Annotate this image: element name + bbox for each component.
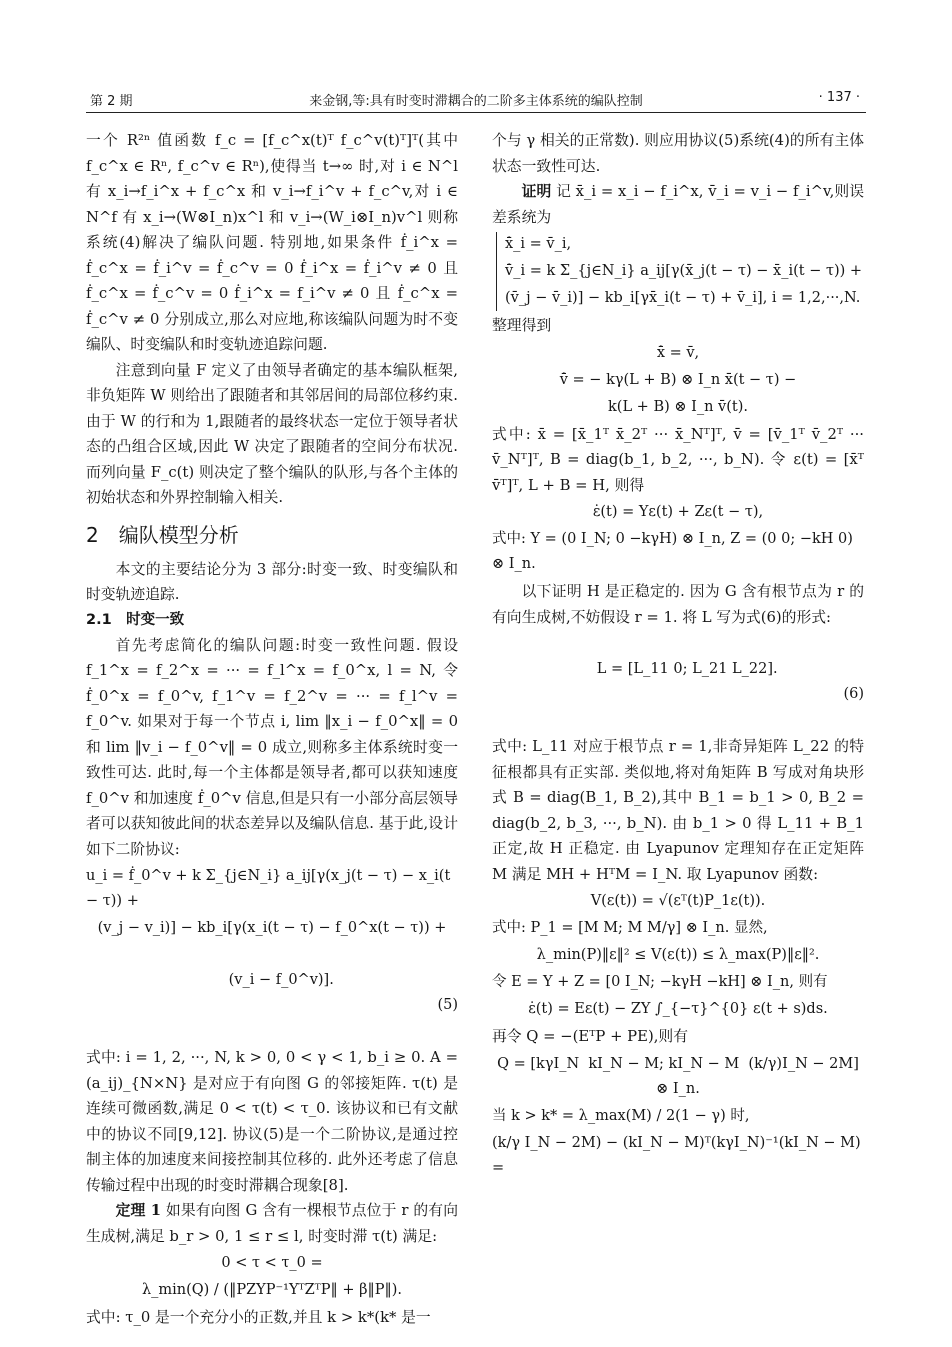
equation-v-dot-line-2: k(L + B) ⊗ I_n v̄(t). (608, 398, 748, 415)
equation-lambda-bounds: λ_min(P)‖ε‖² ≤ V(ε(t)) ≤ λ_max(P)‖ε‖². (536, 947, 820, 963)
issue-number: 第 2 期 (90, 94, 133, 109)
proof-label: 证明 (521, 183, 552, 200)
equation-V: V(ε(t)) = √(εᵀ(t)P_1ε(t)). (590, 893, 766, 909)
equation-k-condition: 当 k > k* = λ_max(M) / 2(1 − γ) 时, (492, 1107, 750, 1124)
equation-epsilon: ε̇(t) = Yε(t) + Zε(t − τ), (592, 504, 764, 520)
equation-6-text: L = [L_11 0; L_21 L_22]. (596, 661, 778, 677)
running-title: 来金钢,等:具有时变时滞耦合的二阶多主体系统的编队控制 (309, 94, 643, 109)
equation-5-line-1: u_i = ḟ_0^v + k Σ_{j∈N_i} a_ij[γ(x_j(t − τ) − x_i(t − τ)) + (86, 868, 455, 909)
paragraph-definitions: 式中: x̄ = [x̄_1ᵀ x̄_2ᵀ ··· x̄_Nᵀ]ᵀ, v̄ = [v̄_1ᵀ v̄_2ᵀ ··· v̄_Nᵀ]ᵀ, B = diag(b_1, b_2, ···, b_N). 令 ε(t) = [x̄ᵀ v̄ᵀ]ᵀ, L + B = H, 则得 (492, 425, 864, 494)
error-eq-3: (v̄_j − v̄_i)] − kb_i[γx̄_i(t − τ) + v̄_i], i = 1,2,···,N. (505, 290, 861, 306)
equation-5-line-2: (v_j − v_i)] − kb_i[γ(x_i(t − τ) − f_0^x(t − τ)) + (97, 920, 447, 936)
proof-intro (492, 179, 864, 230)
paragraph-vector-f: 注意到向量 F 定义了由领导者确定的基本编队框架,非负矩阵 W 则给出了跟随者和其邻居间的局部位移约束. 由于 W 的行和为 1,跟随者的最终状态一定位于领导者状态的凸组合区域,因此 W 决定了跟随者的空间分布状况. 而列向量 F_c(t) 则决定了整个编队的队形,与各个主体的初始状态和外界控制输入相关. (86, 361, 458, 506)
error-system (496, 232, 864, 311)
subsection-title: 2.1 时变一致 (86, 611, 185, 628)
equation-6 (492, 632, 864, 732)
theorem-1 (86, 1198, 458, 1249)
theorem-text: 如果有向图 G 含有一棵根节点位于 r 的有向生成树,满足 b_r > 0, 1 ≤ r ≤ l, 时变时滞 τ(t) 满足: (86, 1202, 458, 1245)
paragraph-lyapunov: 式中: L_11 对应于根节点 r = 1,非奇异矩阵 L_22 的特征根都具有正实部. 类似地,将对角矩阵 B 写成对角块形式 B = diag(B_1, B_2),其中 B_1 = b_1 > 0, B_2 = diag(b_2, b_3, ···, b_N). 由 b_1 > 0 得 L_11 + B_1 正定,故 H 正稳定. 由 Lyapunov 定理知存在正定矩阵 M 满足 MH + HᵀM = I_N. 取 Lyapunov 函数: (492, 738, 864, 883)
proof-text: 记 x̄_i = x_i − f_i^x, v̄_i = v_i − f_i^v,则误差系统为 (492, 183, 864, 226)
theorem-label: 定理 1 (115, 1202, 162, 1219)
equation-5-line-3-text: (v_i − f_0^v)]. (228, 972, 334, 988)
equation-tau-line-2: λ_min(Q) / (‖PZYP⁻¹YᵀZᵀP‖ + β‖P‖). (141, 1282, 403, 1298)
page-header (86, 82, 866, 113)
paragraph-H-stable: 以下证明 H 是正稳定的. 因为 G 含有根节点为 r 的有向生成树,不妨假设 r = 1. 将 L 写为式(6)的形式: (492, 583, 864, 626)
error-eq-1: x̄̇_i = v̄_i, (505, 236, 572, 252)
equation-6-tag: (6) (843, 686, 864, 702)
error-eq-2: v̄̇_i = k Σ_{j∈N_i} a_ij[γ(x̄_j(t − τ) − x̄_i(t − τ)) + (505, 263, 863, 279)
page-number: · 137 · (818, 90, 860, 105)
equation-5-tag: (5) (437, 997, 458, 1013)
paragraph-consensus: 首先考虑简化的编队问题:时变一致性问题. 假设 f_1^x = f_2^x = ··· = f_l^x = f_0^x, l = N, 令 ḟ_0^x = f_0^v, f_1^v = f_2^v = ··· = f_l^v = f_0^v. 如果对于每一个节点 i, lim ‖x_i − f_0^x‖ = 0 和 lim ‖v_i − f_0^v‖ = 0 成立,则称多主体系统时变一致性可达. 此时,每一个主体都是领导者,都可以获知速度 f_0^v 和加速度 ḟ_0^v 信息,但是只有一小部分高层领导者可以获知彼此间的状态差异以及编队信息. 基于此,设计如下二阶协议: (86, 636, 458, 858)
equation-v-dot-line-1: v̄̇ = − kγ(L + B) ⊗ I_n x̄(t − τ) − (559, 371, 797, 388)
paragraph-protocol-notes: 式中: i = 1, 2, ···, N, k > 0, 0 < γ < 1, b_i ≥ 0. A = (a_ij)_{N×N} 是对应于有向图 G 的邻接矩阵. τ(t) 是连续可微函数,满足 0 < τ(t) < τ_0. 该协议和已有文献中的协议不同[9,12]. 协议(5)是一个二阶协议,是通过控制主体的加速度来间接控制其位移的. 此外还考虑了信息传输过程中出现的时变时滞耦合现象[8]. (86, 1049, 458, 1194)
equation-5-line-3 (86, 943, 458, 1043)
paragraph-main-results: 本文的主要结论分为 3 部分:时变一致、时变编队和时变轨迹追踪. (86, 560, 458, 603)
equation-Y-Z: 式中: Y = (0 I_N; 0 −kγH) ⊗ I_n, Z = (0 0; −kH 0) ⊗ I_n. (492, 531, 858, 572)
paragraph-rearranged: 整理得到 (492, 317, 552, 334)
equation-epsilon-2: ε̇(t) = Eε(t) − ZY ∫_{−τ}^{0} ε(t + s)ds. (528, 1001, 828, 1017)
equation-last: (k/γ I_N − 2M) − (kI_N − M)ᵀ(kγI_N)⁻¹(kI_N − M) = (492, 1134, 866, 1176)
right-column (492, 128, 864, 1183)
section-title: 2 编队模型分析 (86, 522, 239, 547)
equation-x-dot: x̄̇ = v̄, (656, 344, 700, 361)
equation-tau-line-1: 0 < τ < τ_0 = (221, 1255, 323, 1271)
paragraph-tau0: 式中: τ_0 是一个充分小的正数,并且 k > k*(k* 是一 (86, 1309, 431, 1326)
paragraph-theorem-end: 个与 γ 相关的正常数). 则应用协议(5)系统(4)的所有主体状态一致性可达. (492, 132, 864, 175)
equation-P1: 式中: P_1 = [M M; M M/γ] ⊗ I_n. 显然, (492, 920, 768, 936)
paragraph-Q: 再令 Q = −(EᵀP + PE),则有 (492, 1028, 689, 1045)
equation-E: 令 E = Y + Z = [0 I_N; −kγH −kH] ⊗ I_n, 则有 (492, 974, 828, 990)
equation-Q: Q = [kγI_N kI_N − M; kI_N − M (k/γ)I_N − 2M] ⊗ I_n. (497, 1055, 864, 1097)
left-column (86, 128, 458, 1331)
paragraph-formation-definition: 一个 R²ⁿ 值函数 f_c = [f_c^x(t)ᵀ f_c^v(t)ᵀ]ᵀ(其中 f_c^x ∈ Rⁿ, f_c^v ∈ Rⁿ),使得当 t→∞ 时,对 i ∈ N^l 有 x_i→f_i^x + f_c^x 和 v_i→f_i^v + f_c^v,对 i ∈ N^f 有 x_i→(W⊗I_n)x^l 和 v_i→(W_i⊗I_n)v^l 则称系统(4)解决了编队问题. 特别地,如果条件 ḟ_i^x = ḟ_c^x = ḟ_i^v = ḟ_c^v = 0 ḟ_i^x = ḟ_i^v ≠ 0 且 ḟ_c^x = ḟ_c^v = 0 ḟ_i^x = f_i^v ≠ 0 且 ḟ_c^x = ḟ_c^v ≠ 0 分别成立,那么对应地,称该编队问题为时不变编队、时变编队和时变轨迹追踪问题. (86, 132, 458, 353)
